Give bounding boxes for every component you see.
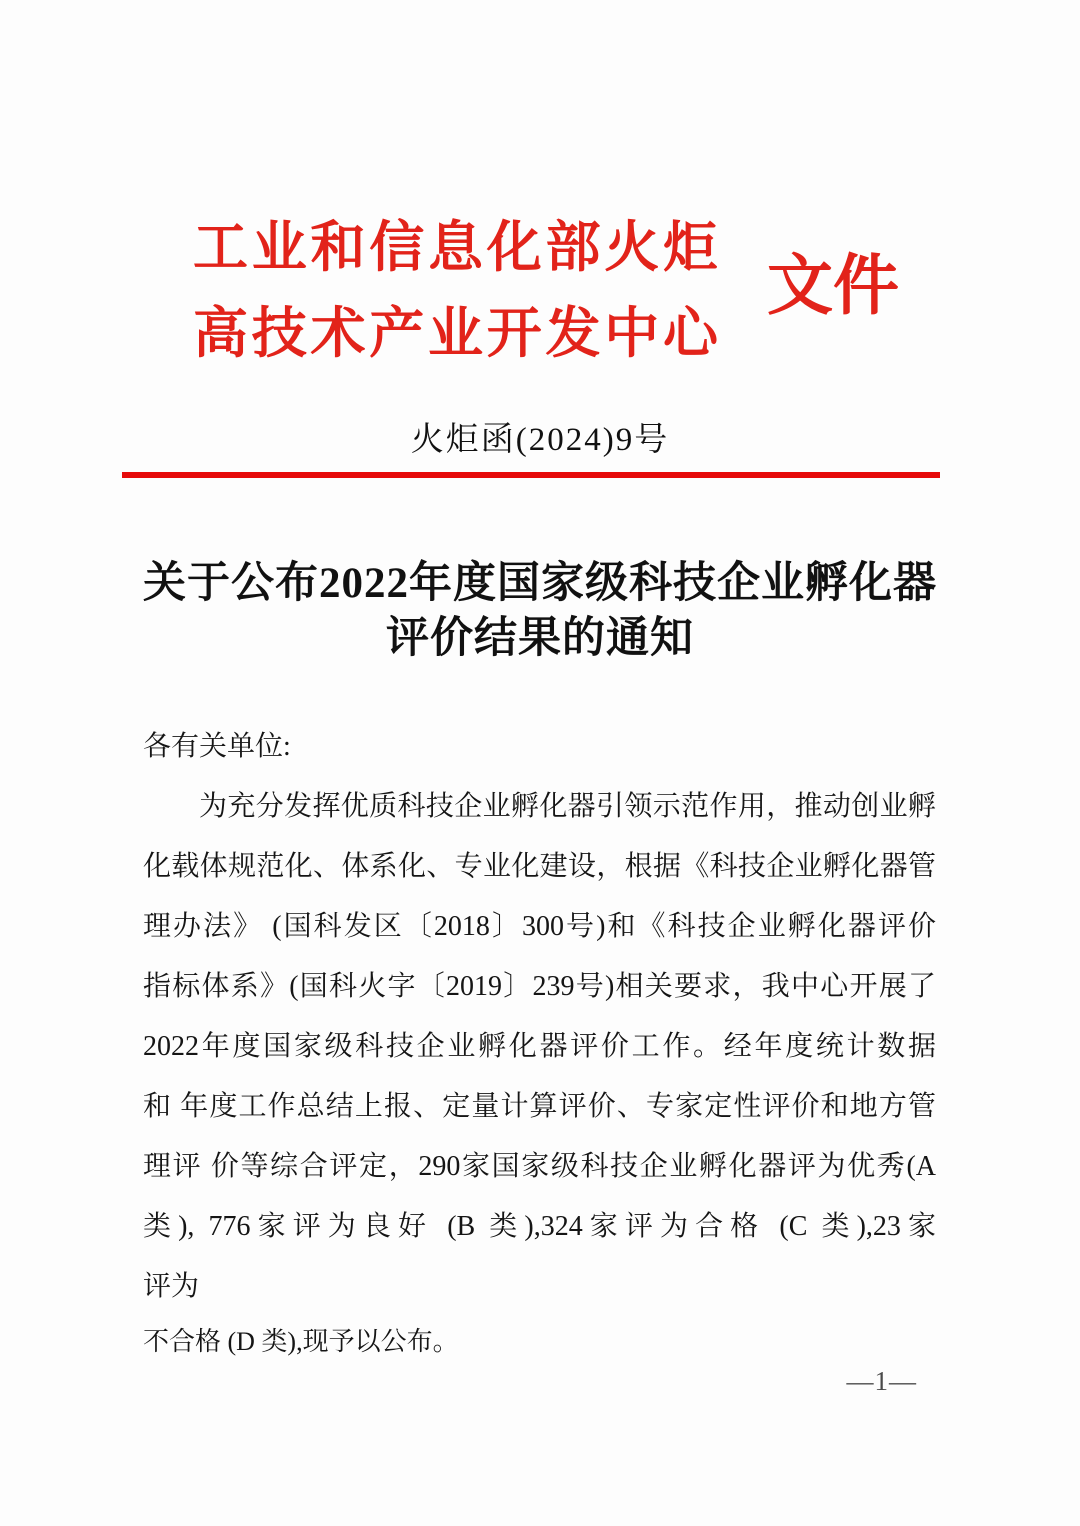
letterhead-org-name-line1: 工业和信息化部火炬 [193,217,718,278]
document-title [0,556,1080,666]
page-number: —1— [846,1366,917,1396]
body-line: 为充分发挥优质科技企业孵化器引领示范作用，推动创业孵 [199,791,936,822]
body-line: 2022年度国家级科技企业孵化器评价工作。经年度统计数据 [143,1031,936,1062]
letterhead [193,205,899,377]
red-separator-rule [122,472,940,478]
body-line: 评为 [143,1271,200,1302]
body-line: 指标体系》(国科火字〔2019〕239号)相关要求，我中心开展了 [143,971,936,1002]
body-line: 理评 价等综合评定，290家国家级科技企业孵化器评为优秀(A [143,1151,936,1182]
closing-line: 不合格 (D 类),现予以公布。 [143,1327,459,1356]
body-text [143,717,936,1367]
reference-number: 火炬函(2024)9号 [410,422,670,458]
doc-type-label: 文件 [767,250,899,323]
salutation: 各有关单位: [143,731,291,762]
body-line: 类), 776家评为良好 (B 类),324家评为合格 (C 类),23家 [143,1211,936,1242]
document-title-line2: 评价结果的通知 [386,615,694,662]
body-line: 理办法》 (国科发区〔2018〕300号)和《科技企业孵化器评价 [143,911,936,942]
document-title-line1: 关于公布2022年度国家级科技企业孵化器 [143,560,937,607]
letterhead-org-name-line2: 高技术产业开发中心 [193,303,718,364]
body-line: 化载体规范化、体系化、专业化建设，根据《科技企业孵化器管 [143,851,936,882]
body-line: 和 年度工作总结上报、定量计算评价、专家定性评价和地方管 [143,1091,936,1122]
letterhead-org-name [193,205,718,377]
